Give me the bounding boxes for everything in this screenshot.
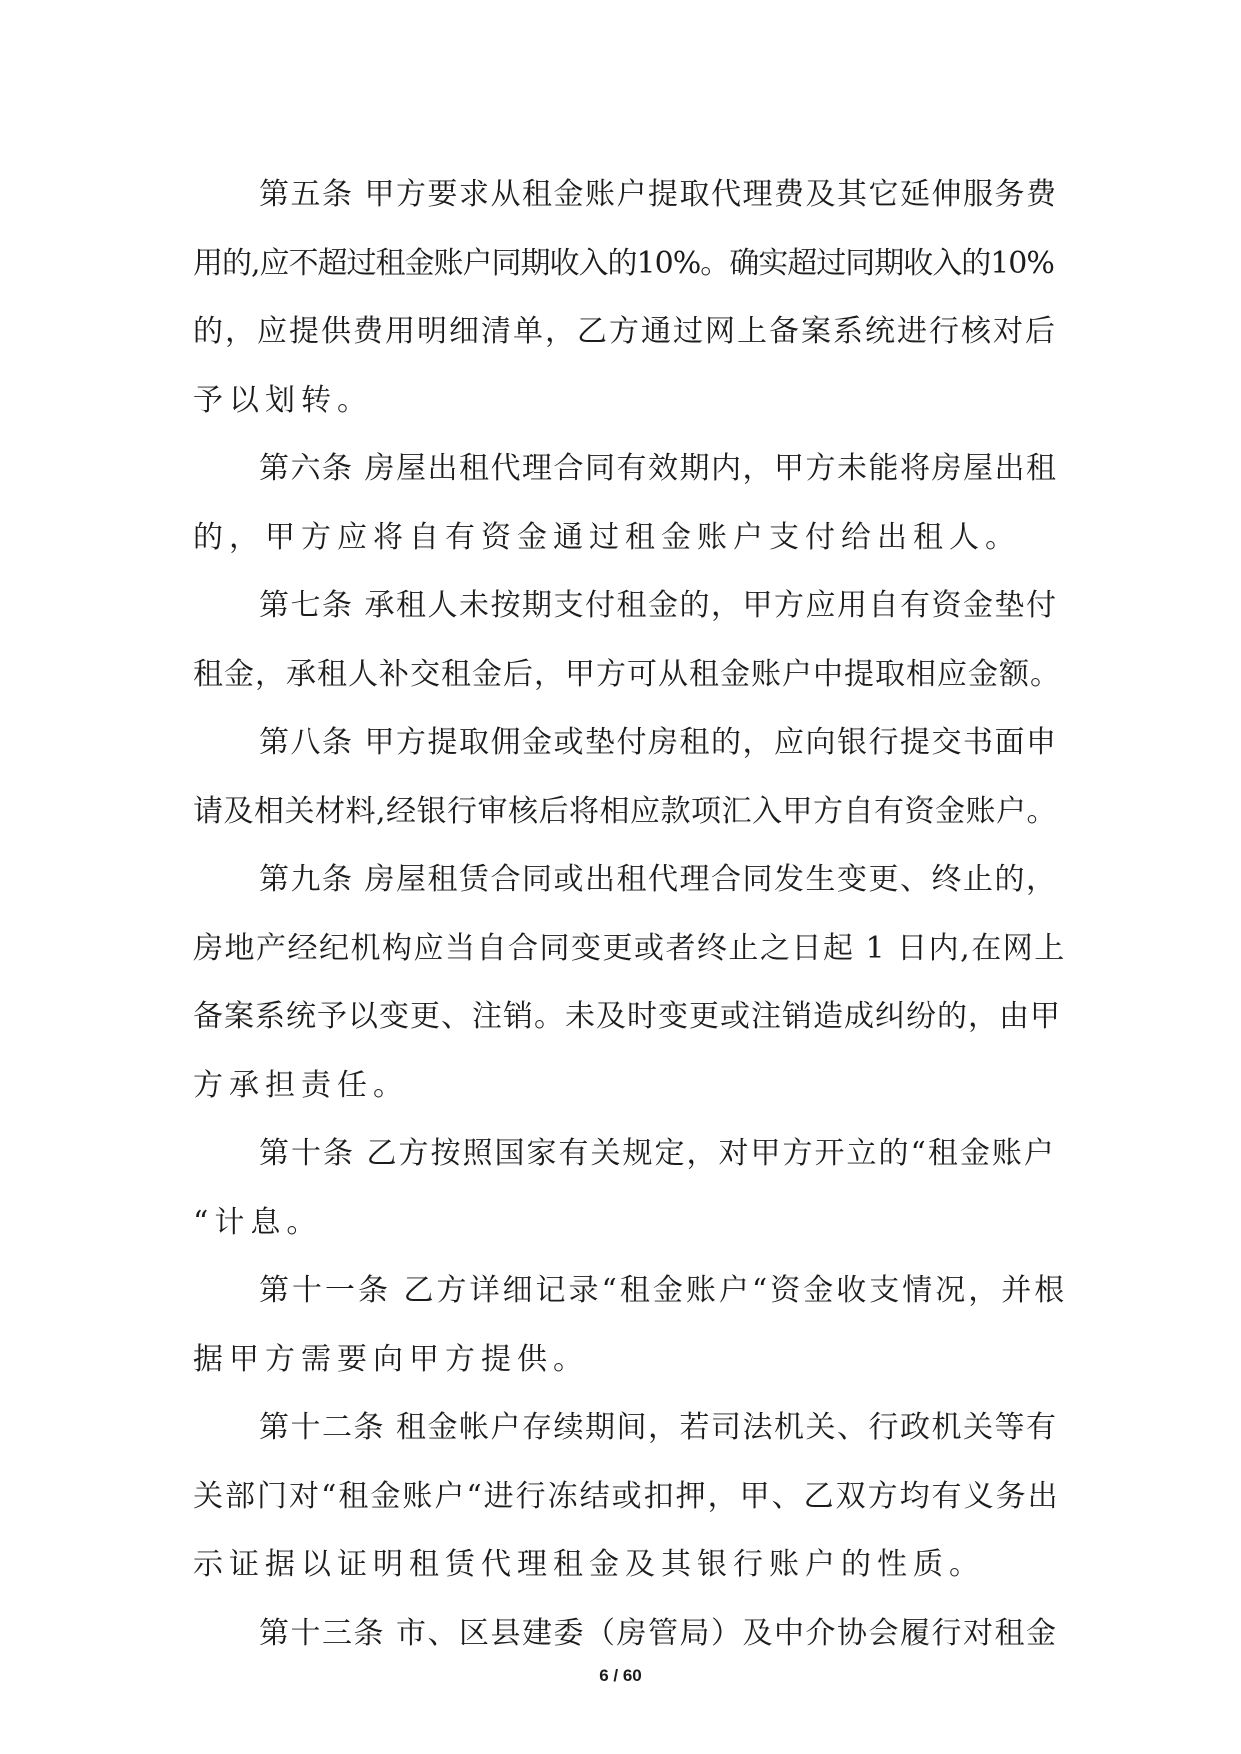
text-line: 方承担责任。 [193,1067,409,1103]
text-line: 第八条 甲方提取佣金或垫付房租的，应向银行提交书面申 [259,725,1058,760]
text-line: 的，应提供费用明细清单，乙方通过网上备案系统进行核对后 [193,314,1057,349]
text-line: 备案系统予以变更、注销。未及时变更或注销造成纠纷的，由甲 [193,999,1061,1034]
text-line: 请及相关材料,经银行审核后将相应款项汇入甲方自有资金账户。 [193,793,1058,829]
text-line: 第十二条 租金帐户存续期间，若司法机关、行政机关等有 [259,1410,1058,1445]
text-line: 据甲方需要向甲方提供。 [193,1341,589,1377]
text-line: 第十条 乙方按照国家有关规定，对甲方开立的“租金账户 [259,1136,1056,1171]
text-line: 示证据以证明租赁代理租金及其银行账户的性质。 [193,1547,985,1582]
text-line: 租金，承租人补交租金后，甲方可从租金账户中提取相应金额。 [193,656,1061,692]
text-line: 的，甲方应将自有资金通过租金账户支付给出租人。 [193,519,1021,555]
text-line: “计息。 [193,1204,323,1240]
text-line: 第十一条 乙方详细记录“租金账户“资金收支情况，并根 [259,1273,1068,1308]
text-line: 第十三条 市、区县建委（房管局）及中介协会履行对租金 [259,1615,1058,1651]
text-line: 第六条 房屋出租代理合同有效期内，甲方未能将房屋出租 [259,451,1058,486]
document-body [193,161,1068,1668]
text-line: 予以划转。 [193,382,373,418]
text-line: 用的,应不超过租金账户同期收入的10%。确实超过同期收入的10% [193,245,1054,281]
page-number: 6 / 60 [599,1666,642,1685]
text-line: 第九条 房屋租赁合同或出租代理合同发生变更、终止的， [259,862,1058,897]
text-line: 第七条 承租人未按期支付租金的，甲方应用自有资金垫付 [259,588,1058,623]
text-line: 第五条 甲方要求从租金账户提取代理费及其它延伸服务费 [259,177,1058,212]
text-line: 房地产经纪机构应当自合同变更或者终止之日起 1 日内,在网上 [193,930,1066,966]
text-line: 关部门对“租金账户“进行冻结或扣押，甲、乙双方均有义务出 [193,1478,1060,1514]
